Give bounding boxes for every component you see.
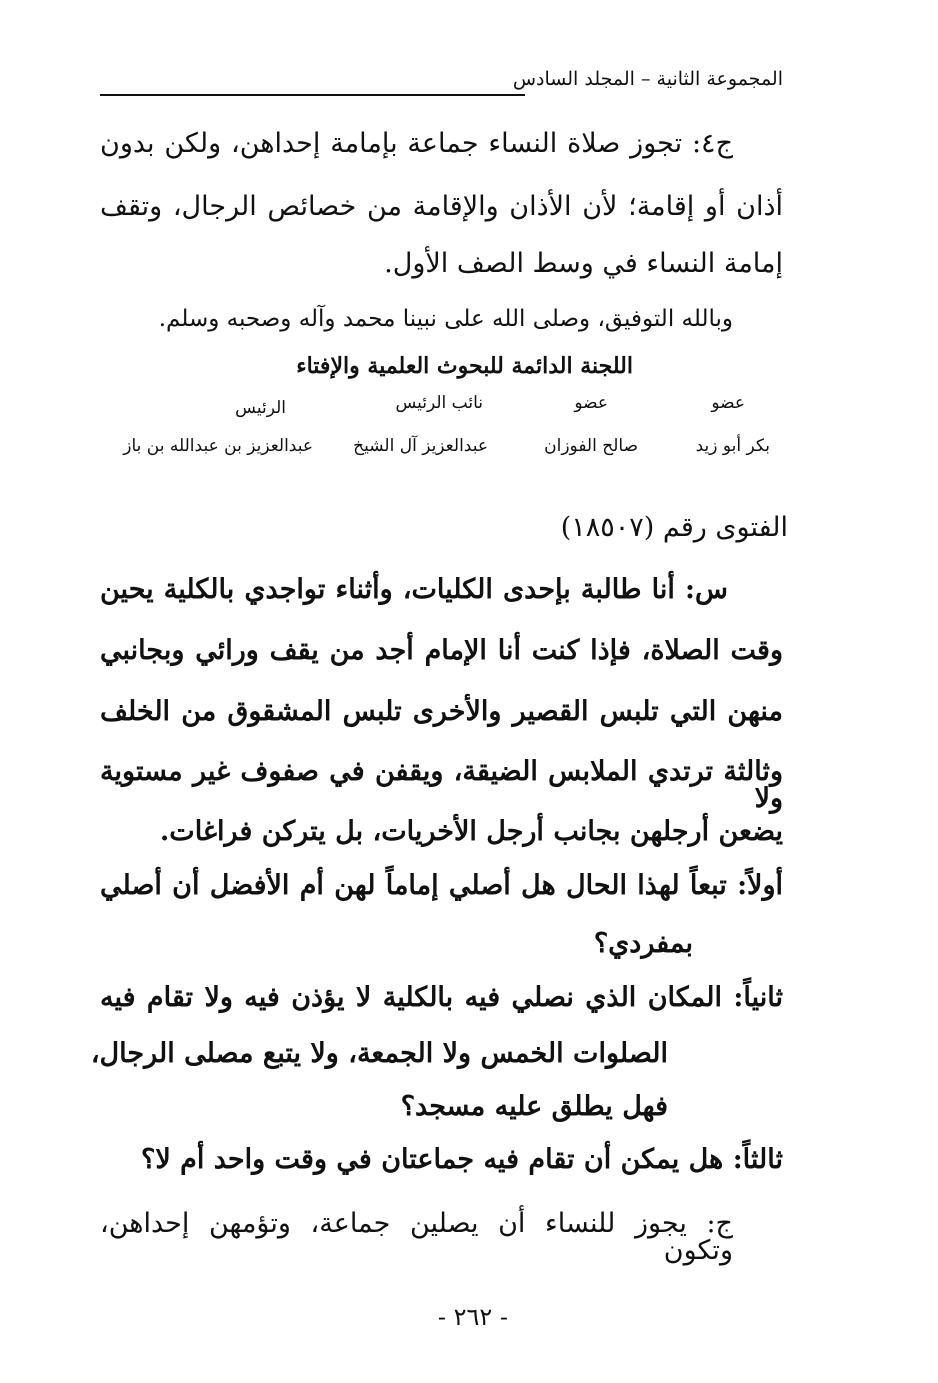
answer-line-1: ج: يجوز للنساء أن يصلين جماعة، وتؤمهن إحداهن، وتكون [100,1208,733,1266]
question-first-line-1: أولاً: تبعاً لهذا الحال هل أصلي إماماً لهن أم الأفضل أن أصلي [100,870,783,901]
question-line-1: س: أنا طالبة بإحدى الكليات، وأثناء تواجدي بالكلية يحين [100,574,728,605]
member-salih-al-fawzan: صالح الفوزان [544,436,638,456]
question-second-line-1: ثانياً: المكان الذي نصلي فيه بالكلية لا يؤذن فيه ولا تقام فيه [100,982,783,1013]
fatwa-number: الفتوى رقم (١٨٥٠٧) [560,512,788,543]
closing-formula: وبالله التوفيق، وصلى الله على نبينا محمد وآله وصحبه وسلم. [158,306,733,332]
question-second-line-3: فهل يطلق عليه مسجد؟ [400,1091,668,1122]
answer4-line-1: ج٤: تجوز صلاة النساء جماعة بإمامة إحداهن، ولكن بدون [100,128,733,159]
running-header: المجموعة الثانية – المجلد السادس [512,68,783,90]
question-line-5: يضعن أرجلهن بجانب أرجل الأخريات، بل يتركن فراغات. [159,816,783,847]
member-abdulaziz-al-shaikh: عبدالعزيز آل الشيخ [353,436,488,456]
role-member-2: عضو [574,393,608,413]
answer4-line-3: إمامة النساء في وسط الصف الأول. [384,248,783,279]
question-second-line-2: الصلوات الخمس ولا الجمعة، ولا يتبع مصلى الرجال، [90,1038,668,1069]
page-number: - ٢٦٢ - [437,1303,508,1331]
role-president: الرئيس [235,398,286,418]
member-bakr-abu-zayd: بكر أبو زيد [695,436,770,456]
role-member-1: عضو [711,393,745,413]
question-line-3: منهن التي تلبس القصير والأخرى تلبس المشقوق من الخلف [100,696,783,727]
answer4-line-2: أذان أو إقامة؛ لأن الأذان والإقامة من خصائص الرجال، وتقف [100,191,783,222]
question-line-4: وثالثة ترتدي الملابس الضيقة، ويقفن في صفوف غير مستوية ولا [100,756,783,814]
role-vice-president: نائب الرئيس [395,393,483,413]
header-rule [100,94,525,96]
question-first-line-2: بمفردي؟ [593,928,693,959]
question-third-line: ثالثاً: هل يمكن أن تقام فيه جماعتان في وقت واحد أم لا؟ [140,1144,783,1175]
committee-title: اللجنة الدائمة للبحوث العلمية والإفتاء [296,353,633,379]
member-ibn-baz: عبدالعزيز بن عبدالله بن باز [123,436,313,456]
question-line-2: وقت الصلاة، فإذا كنت أنا الإمام أجد من يقف ورائي وبجانبي [100,635,783,666]
